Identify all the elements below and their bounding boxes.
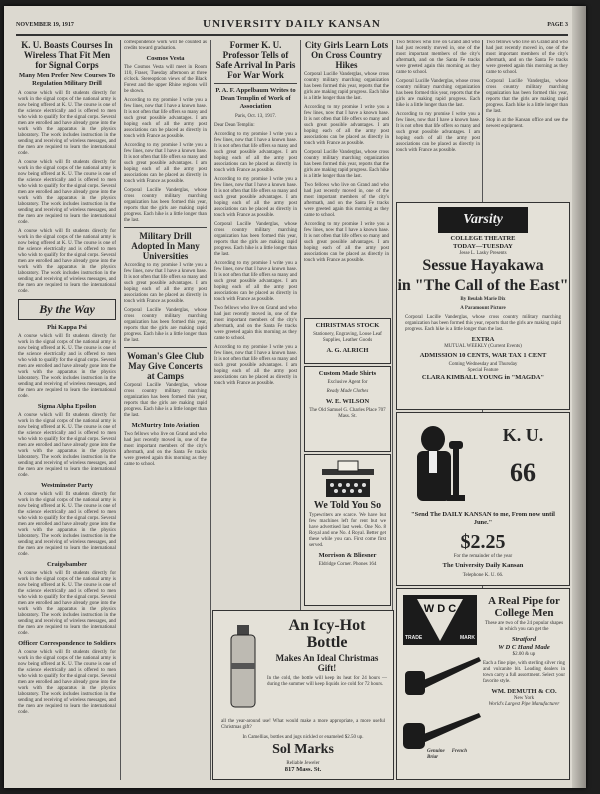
- column-4: [304, 40, 389, 310]
- subhead-appelbaum: P. A. F. Appelbaum Writes to Dean Templin of Work of Association: [215, 87, 296, 110]
- ad-brand-2: W D C Hand Made: [498, 644, 550, 651]
- ad-store-sub: Reliable Jeweler: [286, 761, 320, 766]
- article-city-girls-continued: According to my promise I write you a few lines, now that I have a known base. It is not often that life offers so many and such great possible advantages. I am hoping each of all the army post associations can be placed as directly in touch with France as possible.: [304, 105, 389, 146]
- column-1: [18, 40, 116, 780]
- article-glee: Corporal Lucille Vanderglas, whose cross country military marching organization has been formed this year, reports that the girls are making rapid progress. Each hike is a little longer than the last.: [124, 383, 207, 418]
- ad-title: K. U.: [502, 425, 544, 445]
- masthead: [16, 18, 568, 36]
- ad-typewriter: [304, 454, 391, 606]
- column-5: [396, 40, 480, 200]
- headline-wireless: K. U. Boasts Courses In Wireless That Fit Men for Signal Corps: [21, 40, 113, 70]
- headline-glee-club: Woman's Glee Club May Give Concerts at Camps: [126, 351, 204, 381]
- ad-line: Stationery, Engraving, Loose Leaf Supplies, Leather Goods: [313, 332, 382, 343]
- ad-title: We Told You So: [313, 500, 382, 511]
- social-text: A course which will fit students directly for work in the signal corps of the national army is now being offered at K. U. The course is one of the science electrically and is offered to men who wish to qualify for the signal corps. Several men are enrolled and have already gone into the work with the apparatus in the physics laboratory. The work includes instruction in the sending and receiving of wireless messages, and the men are required to learn the international code.: [18, 571, 116, 636]
- ad-wdc-pipe: [396, 588, 570, 780]
- wdc-logo-text: W D C: [423, 603, 457, 615]
- ad-title: A Real Pipe for College Men: [488, 595, 560, 619]
- theatre-special: Special Feature: [467, 368, 499, 373]
- article-city-girls: Corporal Lucille Vanderglas, whose cross country military marching organization has been formed this year, reports that the girls are making rapid progress. Each hike is a little longer than the last.: [304, 72, 389, 101]
- bottle-illustration: [223, 623, 263, 713]
- letter-body: Corporal Lucille Vanderglas, whose cross country military marching organization has been formed this year, reports that the girls are making rapid progress. Each hike is a little longer than the last.: [214, 222, 297, 257]
- heading-aviation: McMurtry Into Aviation: [131, 422, 200, 429]
- by-the-way-banner: By the Way: [18, 299, 116, 320]
- ad-maker: WM. DEMUTH & CO.: [491, 688, 557, 695]
- ad-price: In Camellias, bottles and jugs nickled or enameled $2.50 up.: [242, 735, 364, 740]
- theatre-extra: EXTRA: [471, 336, 495, 343]
- letter-body: Two fellows who live on Grand and who had just recently moved in, one of the most important members of the city's aftermath, and on the Santa Fe tracks were greeted again this morning as they came to school.: [214, 306, 297, 341]
- wdc-mark: MARK: [460, 635, 475, 641]
- ad-genuine: Genuine French Briar: [427, 749, 467, 760]
- heading-officer-correspondence: Officer Correspondence to Soldiers: [18, 640, 116, 647]
- headline-paris: Former K. U. Professor Tells of Safe Arrival In Paris For War Work: [215, 40, 296, 80]
- ad-name: Morrison & Bliesner: [318, 552, 377, 559]
- ad-custom-shirts: [304, 366, 391, 452]
- masthead-title: UNIVERSITY DAILY KANSAN: [203, 18, 381, 30]
- heading-cosmos: Cosmos Vesta: [146, 55, 185, 62]
- kansan-note: Stop in at the Kansan office and see the newest equipment.: [486, 118, 568, 129]
- article-military-continued: Corporal Lucille Vanderglas, whose cross country military marching organization has been formed this year, reports that the girls are making rapid progress. Each hike is a little longer than the last.: [124, 308, 207, 343]
- headline-city-girls: City Girls Learn Lots On Cross Country Hikes: [304, 40, 389, 70]
- ad-title: CHRISTMAS STOCK: [315, 322, 380, 329]
- article-cosmos: The Cosmos Vesta will meet in Room 110, Fraser, Tuesday afternoon at three o'clock. Stereopticon views of the Black Forest and the upper Rhine regions will be shown.: [124, 65, 207, 94]
- continued-text: correspondence work will be counted as credits toward graduation.: [124, 40, 207, 51]
- wdc-logo: [403, 595, 477, 645]
- article-city-girls-continued: Two fellows who live on Grand and who had just recently moved in, one of the most important members of the city's aftermath, and on the Santa Fe tracks were greeted again this morning as they came to school.: [304, 183, 389, 218]
- article-cosmos-continued: According to my promise I write you a few lines, now that I have a known base. It is not often that life offers so many and such great possible advantages. I am hoping each of all the army post associations can be placed as directly in touch with France as possible.: [124, 143, 207, 184]
- ad-body: Typewriters are scarce. We have but few machines left for rent but we have advertised last week. One No. 8 Royal and one No. 4 Royal. Better get these while you can. First come first served.: [309, 513, 386, 548]
- article-city-girls-continued: According to my promise I write you a few lines, now that I have a known base. It is not often that life offers so many and such great possible advantages. I am hoping each of all the army post associations can be placed as directly in touch with France as possible.: [304, 222, 389, 263]
- ad-price: $2.00 & up: [512, 652, 536, 657]
- subhead-wireless: Many Men Prefer New Courses To Regulation Military Drill: [19, 72, 115, 87]
- ad-ku-66: [396, 412, 570, 586]
- ad-sub: Makes An Ideal Christmas Gift!: [275, 653, 379, 673]
- ad-brand-1: Stratford: [511, 636, 537, 643]
- ad-detail: Each a fine pipe, with sterling silver ring and vulcanite bit. Leading dealers in town carry a full assortment. Select your favorite style.: [483, 661, 565, 684]
- article-city-girls-continued: Corporal Lucille Vanderglas, whose cross country military marching organization has been formed this year, reports that the girls are making rapid progress. Each hike is a little longer than the last.: [304, 150, 389, 179]
- social-text: A course which will fit students directly for work in the signal corps of the national army is now being offered at K. U. The course is one of the science electrically and is offered to men who wish to qualify for the signal corps. Several men are enrolled and have already gone into the work with the apparatus in the physics laboratory. The work includes instruction in the sending and receiving of wireless messages, and the men are required to learn the international code.: [18, 334, 116, 399]
- ad-telephone: Telephone K. U. 66.: [462, 573, 504, 578]
- heading-craigsbamber: Craigsbamber: [46, 561, 88, 568]
- article-wireless-continued: A course which will fit students directly for work in the signal corps of the national army is now being offered at K. U. The course is one of the science electrically and is offered to men who wish to qualify for the signal corps. Several men are enrolled and have already gone into the work with the apparatus in the physics laboratory. The work includes instruction in the sending and receiving of wireless messages, and the men are required to learn the international code.: [18, 229, 116, 294]
- column-rule: [210, 40, 211, 780]
- column-2: [124, 40, 207, 780]
- ad-world: World's Largest Pipe Manufacturer: [488, 702, 560, 707]
- ad-body: In the cold, the bottle will keep its heat for 24 hours — during the summer will keep liquids ice cold for 72 hours.: [267, 676, 387, 687]
- ad-footer: all the year-around use! What would make a more appropriate, a more useful Christmas gift?: [221, 719, 385, 730]
- article-aviation: Two fellows who live on Grand and who had just recently moved in, one of the most important members of the city's aftermath, and on the Santa Fe tracks were greeted again this morning as they came to school.: [124, 432, 207, 467]
- divider: [124, 227, 207, 228]
- headline-military-drill: Military Drill Adopted In Many Universities: [131, 231, 200, 261]
- divider: [124, 347, 207, 348]
- social-text: A course which will fit students directly for work in the signal corps of the national army is now being offered at K. U. The course is one of the science electrically and is offered to men who wish to qualify for the signal corps. Several men are enrolled and have already gone into the work with the apparatus in the physics laboratory. The work includes instruction in the sending and receiving of wireless messages, and the men are required to learn the international code.: [18, 413, 116, 478]
- theatre-author: By Beulah Marie Dix: [460, 297, 506, 302]
- varsity-logo: Varsity: [438, 207, 528, 233]
- theatre-days: TODAY—TUESDAY: [453, 243, 513, 250]
- theatre-sub: COLLEGE THEATRE: [450, 235, 516, 242]
- theatre-film: in "The Call of the East": [397, 277, 569, 294]
- ad-address: The Old Samuel G. Charles Place 707 Mass. St.: [309, 408, 386, 419]
- article-right: Two fellows who live on Grand and who had just recently moved in, one of the most important members of the city's aftermath, and on the Santa Fe tracks were greeted again this morning as they came to school.: [486, 40, 568, 75]
- ad-line: Exclusive Agent for: [327, 380, 368, 385]
- letter-body: According to my promise I write you a few lines, now that I have a known base. It is not often that life offers so many and such great possible advantages. I am hoping each of all the army post associations can be placed as directly in touch with France as possible.: [214, 261, 297, 302]
- ad-number: 66: [510, 458, 536, 487]
- social-text: A course which will fit students directly for work in the signal corps of the national army is now being offered at K. U. The course is one of the science electrically and is offered to men who wish to qualify for the signal corps. Several men are enrolled and have already gone into the work with the apparatus in the physics laboratory. The work includes instruction in the sending and receiving of wireless messages, and the men are required to learn the international code.: [18, 650, 116, 715]
- ad-body: These are two of the 24 popular shapes in which you can get the: [484, 621, 564, 632]
- ad-title: Custom Made Shirts: [318, 370, 377, 377]
- ad-title: An Icy-Hot Bottle: [288, 617, 366, 651]
- theatre-distributor: A Paramount Picture: [460, 306, 506, 311]
- article-military: According to my promise I write you a few lines, now that I have a known base. It is not often that life offers so many and such great possible advantages. I am hoping each of all the army post associations can be placed as directly in touch with France as possible.: [124, 263, 207, 304]
- article-cosmos-continued: According to my promise I write you a few lines, now that I have a known base. It is not often that life offers so many and such great possible advantages. I am hoping each of all the army post associations can be placed as directly in touch with France as possible.: [124, 98, 207, 139]
- heading-sigma-alpha: Sigma Alpha Epsilon: [37, 403, 97, 410]
- ad-name: W. E. WILSON: [325, 398, 370, 405]
- column-6: [486, 40, 568, 200]
- theatre-next: CLARA KIMBALL YOUNG in "MAGDA": [421, 374, 545, 381]
- ad-varsity-theatre: [396, 202, 570, 410]
- ad-name: A. G. ALRICH: [326, 347, 369, 354]
- article-right-continued: Corporal Lucille Vanderglas, whose cross country military marching organization has been formed this year, reports that the girls are making rapid progress. Each hike is a little longer than the last.: [486, 79, 568, 114]
- heading-phi-kappa-psi: Phi Kappa Psi: [47, 324, 87, 331]
- theatre-coming: Coming Wednesday and Thursday: [448, 362, 518, 367]
- social-text: A course which will fit students directly for work in the signal corps of the national army is now being offered at K. U. The course is one of the science electrically and is offered to men who wish to qualify for the signal corps. Several men are enrolled and have already gone into the work with the apparatus in the physics laboratory. The work includes instruction in the sending and receiving of wireless messages, and the men are required to learn the international code.: [18, 492, 116, 557]
- heading-westminster: Westminster Party: [40, 482, 94, 489]
- newspaper-page: [4, 6, 586, 788]
- article-wireless: A course which will fit students directly for work in the signal corps of the national army is now being offered at K. U. The course is one of the science electrically and is offered to men who wish to qualify for the signal corps. Several men are enrolled and have already gone into the work with the apparatus in the physics laboratory. The work includes instruction in the sending and receiving of wireless messages, and the men are required to learn the international code.: [18, 91, 116, 156]
- article-fellows: Two fellows who live on Grand and who had just recently moved in, one of the most important members of the city's aftermath, and on the Santa Fe tracks were greeted again this morning as they came to school.: [396, 40, 480, 75]
- article-cosmos-continued: Corporal Lucille Vanderglas, whose cross country military marching organization has been formed this year, reports that the girls are making rapid progress. Each hike is a little longer than the last.: [124, 188, 207, 223]
- ad-line: Ready Made Clothes: [326, 389, 369, 394]
- theatre-star: Sessue Hayakawa: [422, 257, 544, 274]
- typewriter-illustration: [318, 459, 378, 501]
- column-rule: [120, 40, 121, 780]
- ad-store: Sol Marks: [272, 742, 334, 757]
- ad-address: Eldridge Corner. Phones 164: [318, 562, 377, 567]
- letter-body: According to my promise I write you a few lines, now that I have a known base. It is not often that life offers so many and such great possible advantages. I am hoping each of all the army post associations can be placed as directly in touch with France as possible.: [214, 177, 297, 218]
- masthead-date: NOVEMBER 19, 1917: [16, 22, 74, 28]
- ad-remainder: For the remainder of the year: [453, 554, 513, 559]
- ad-city: New York: [513, 696, 535, 701]
- ad-paper: The University Daily Kansan: [442, 562, 524, 569]
- letter-body: According to my promise I write you a few lines, now that I have a known base. It is not often that life offers so many and such great possible advantages. I am hoping each of all the army post associations can be placed as directly in touch with France as possible.: [214, 132, 297, 173]
- masthead-page: PAGE 3: [547, 22, 568, 28]
- theatre-news: MUTUAL WEEKLY (Current Events): [444, 344, 522, 349]
- ad-send: "Send The DAILY KANSAN to me, From now until June.": [411, 511, 555, 526]
- page-edge: [572, 6, 586, 788]
- wdc-trade: TRADE: [405, 635, 423, 641]
- letter-body: According to my promise I write you a few lines, now that I have a known base. It is not often that life offers so many and such great possible advantages. I am hoping each of all the army post associations can be placed as directly in touch with France as possible.: [214, 345, 297, 386]
- ad-address: 817 Mass. St.: [284, 766, 322, 773]
- article-wireless-continued: A course which will fit students directly for work in the signal corps of the national army is now being offered at K. U. The course is one of the science electrically and is offered to men who wish to qualify for the signal corps. Several men are enrolled and have already gone into the work with the apparatus in the physics laboratory. The work includes instruction in the sending and receiving of wireless messages, and the men are required to learn the international code.: [18, 160, 116, 225]
- telephone-man-illustration: [403, 421, 475, 507]
- theatre-presents: Jesse L. Lasky Presents: [459, 251, 507, 256]
- ad-christmas-stock: [304, 318, 391, 364]
- greeting: Dear Dean Templin:: [214, 123, 255, 128]
- theatre-blurb: Corporal Lucille Vanderglas, whose cross country military marching organization has been formed this year, reports that the girls are making rapid progress. Each hike is a little longer than the last.: [405, 315, 561, 332]
- ad-price: $2.25: [460, 531, 506, 553]
- article-fellows-continued: Corporal Lucille Vanderglas, whose cross country military marching organization has been formed this year, reports that the girls are making rapid progress. Each hike is a little longer than the last.: [396, 79, 480, 108]
- ad-icy-hot: [212, 610, 394, 780]
- article-fellows-continued: According to my promise I write you a few lines, now that I have a known base. It is not often that life offers so many and such great possible advantages. I am hoping each of all the army post associations can be placed as directly in touch with France as possible.: [396, 112, 480, 153]
- theatre-admission: ADMISSION 10 CENTS, WAR TAX 1 CENT: [419, 352, 547, 359]
- divider: [214, 83, 297, 84]
- dateline: Paris, Oct. 13, 1917.: [235, 114, 276, 119]
